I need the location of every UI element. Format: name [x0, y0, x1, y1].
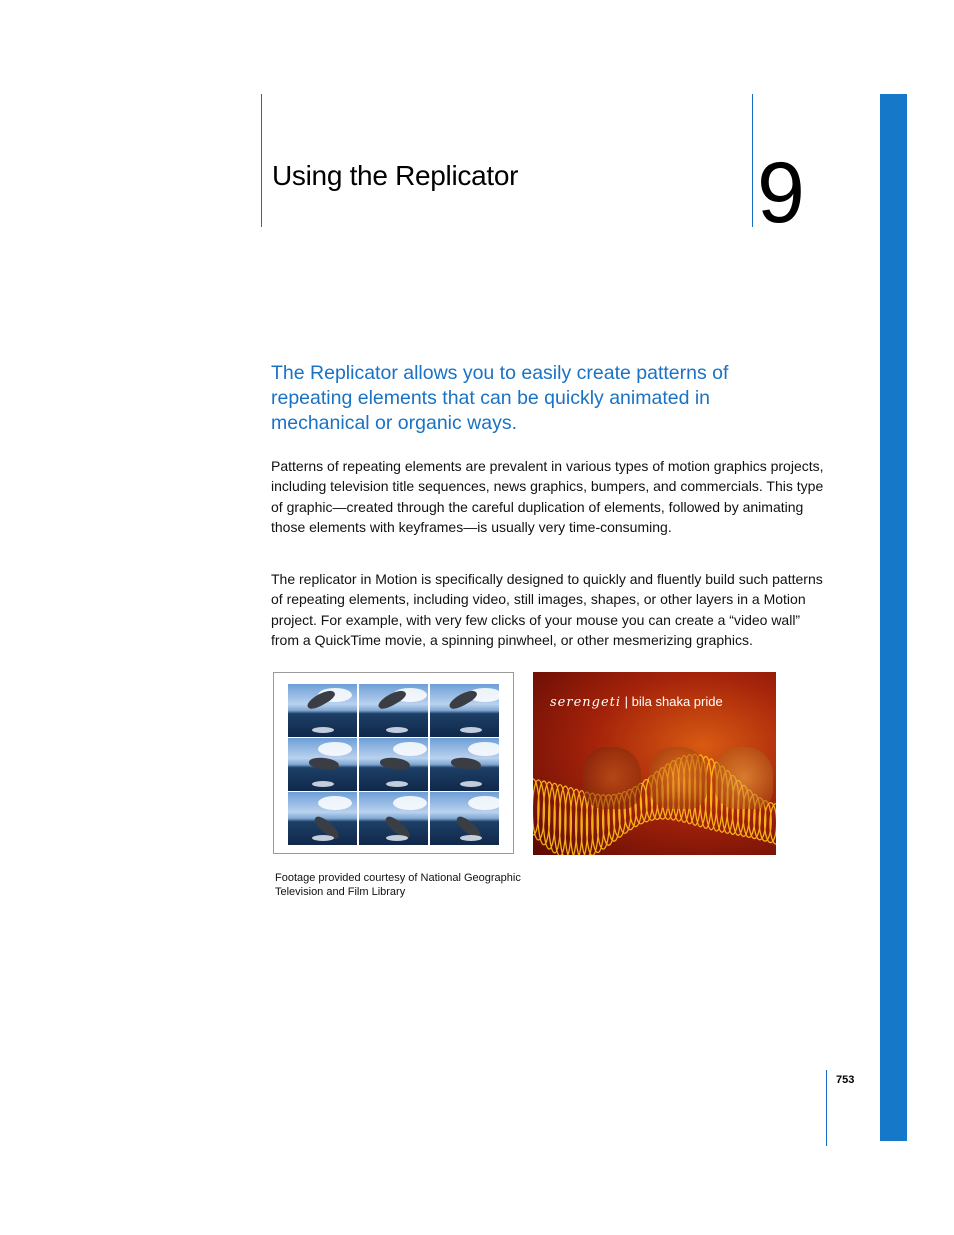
- chapter-title: Using the Replicator: [272, 160, 519, 191]
- splash-shape: [460, 727, 482, 733]
- cloud-shape: [468, 742, 500, 756]
- serengeti-subtitle-text: | bila shaka pride: [621, 694, 723, 709]
- chapter-intro: The Replicator allows you to easily create patterns of repeating elements that can be quickly animated in mechanical or organic ways.: [271, 362, 729, 434]
- splash-shape: [386, 781, 408, 787]
- splash-shape: [312, 781, 334, 787]
- lion-image-1: [583, 747, 641, 809]
- splash-shape: [460, 781, 482, 787]
- figure-caption: Footage provided courtesy of National Geographic Television and Film Library: [275, 872, 521, 898]
- splash-shape: [312, 835, 334, 841]
- dolphin-shape: [451, 757, 482, 771]
- body-paragraph-1: Patterns of repeating elements are prevalent in various types of motion graphics projects, including television title sequences, news graphics, bumpers, and commercials. This type of graphic—created through the careful duplication of elements, followed by animating those elements with keyframes—is usually very time-consuming.: [271, 458, 824, 535]
- splash-shape: [312, 727, 334, 733]
- splash-shape: [386, 727, 408, 733]
- video-wall-figure: [273, 672, 514, 854]
- splash-shape: [386, 835, 408, 841]
- chapter-number: 9: [757, 145, 805, 241]
- lion-image-3: [715, 747, 773, 809]
- dolphin-tile: [287, 791, 358, 846]
- cloud-shape: [468, 796, 500, 810]
- dolphin-tile: [287, 737, 358, 792]
- page-number-rule: [826, 1070, 827, 1146]
- body-paragraph-2: The replicator in Motion is specifically designed to quickly and fluently build such patterns of repeating elements, including video, still images, shapes, or other layers in a Motion project. For example, with very few clicks of your mouse you can create a “video wall” from a QuickTime movie, a spinning pinwheel, or other mesmerizing graphics.: [271, 571, 823, 648]
- dolphin-tile: [429, 683, 500, 738]
- dolphin-tile: [358, 737, 429, 792]
- title-right-rule: [752, 94, 753, 227]
- dolphin-shape: [380, 757, 411, 771]
- dolphin-tile: [358, 683, 429, 738]
- cloud-shape: [318, 742, 352, 756]
- title-left-rule: [261, 94, 262, 227]
- dolphin-tile: [358, 791, 429, 846]
- serengeti-figure: [533, 672, 776, 855]
- cloud-shape: [318, 796, 352, 810]
- lion-image-2: [649, 747, 707, 809]
- serengeti-title: [550, 694, 723, 710]
- splash-shape: [460, 835, 482, 841]
- dolphin-tile: [429, 791, 500, 846]
- page-number: 753: [836, 1074, 855, 1086]
- cloud-shape: [393, 742, 427, 756]
- cloud-shape: [393, 796, 427, 810]
- chapter-side-tab: [880, 94, 907, 1141]
- serengeti-script-text: serengeti: [550, 695, 622, 710]
- dolphin-tile: [429, 737, 500, 792]
- dolphin-shape: [309, 757, 340, 771]
- dolphin-tile: [287, 683, 358, 738]
